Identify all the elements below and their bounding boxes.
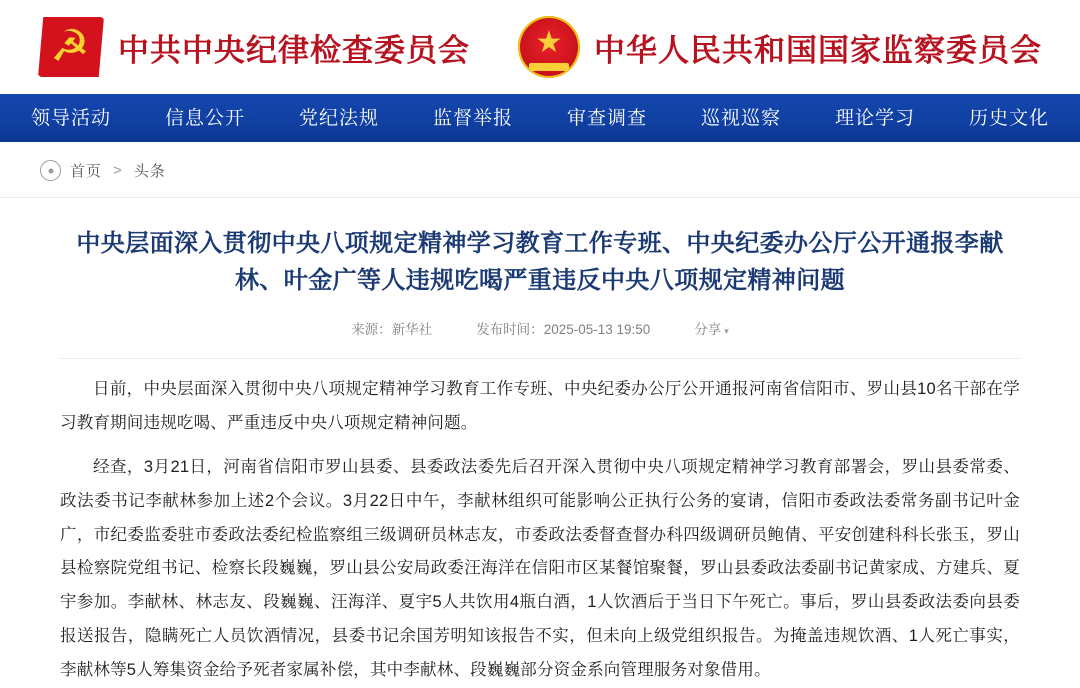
nav-item-history-culture[interactable]: 历史文化	[969, 107, 1050, 129]
brand-nsc[interactable]	[518, 16, 1042, 78]
article-source-label: 来源：	[351, 322, 392, 338]
page-title: 中央层面深入贯彻中央八项规定精神学习教育工作专班、中央纪委办公厅公开通报李献林、叶金广等人违规吃喝严重违反中央八项规定精神问题	[76, 228, 1004, 295]
masthead	[0, 0, 1080, 94]
article-source	[351, 318, 432, 338]
nsc-title: 中华人民共和国国家监察委员会	[594, 32, 1042, 69]
nav-item-review-investigation[interactable]: 审查调查	[567, 107, 648, 129]
breadcrumb-separator: >	[113, 162, 123, 179]
share-button[interactable]	[694, 318, 729, 338]
breadcrumb	[0, 142, 1080, 198]
location-pin-icon	[40, 160, 61, 181]
article-publish-label: 发布时间：	[476, 322, 544, 338]
article-source-value: 新华社	[391, 322, 433, 338]
share-label: 分享	[694, 322, 722, 338]
nav-item-supervision-reporting[interactable]: 监督举报	[432, 107, 513, 129]
article-paragraph: 经查，3月21日，河南省信阳市罗山县委、县委政法委先后召开深入贯彻中央八项规定精神学习教育部署会，罗山县委常委、政法委书记李献林参加上述2个会议。3月22日中午，李献林组织可能影响公正执行公务的宴请，信阳市委政法委常务副书记叶金广，市纪委监委驻市委政法委纪检监察组三级调研员林志友，市委政法委督查督办科四级调研员鲍倩、平安创建科科长张玉，罗山县检察院党组书记、检察长段巍巍，罗山县公安局政委汪海洋在信阳市区某餐馆聚餐，罗山县委政法委副书记黄家成、方建兵、夏宇参加。李献林、林志友、段巍巍、汪海洋、夏宇5人共饮用4瓶白酒，1人饮酒后于当日下午死亡。事后，罗山县委政法委向县委报送报告，隐瞒死亡人员饮酒情况，县委书记余国芳明知该报告不实，但未向上级党组织报告。为掩盖违规饮酒、1人死亡事实，李献林等5人筹集资金给予死者家属补偿，其中李献林、段巍巍部分资金系向管理服务对象借用。	[60, 458, 1020, 679]
chevron-down-icon: ▾	[724, 326, 729, 337]
breadcrumb-current[interactable]: 头条	[133, 163, 166, 180]
article-publish-time	[476, 318, 650, 338]
nav-item-party-regulations[interactable]: 党纪法规	[298, 107, 379, 129]
meta-divider	[60, 358, 1020, 359]
main-navigation	[0, 94, 1080, 142]
national-emblem-icon: ★	[518, 16, 580, 78]
nav-item-inspection[interactable]: 巡视巡察	[701, 107, 782, 129]
article-publish-value: 2025-05-13 19:50	[543, 322, 651, 338]
hammer-sickle-emblem-icon: ☭	[38, 17, 104, 77]
article	[0, 198, 1080, 688]
nav-item-theory-study[interactable]: 理论学习	[835, 107, 916, 129]
article-paragraph: 日前，中央层面深入贯彻中央八项规定精神学习教育工作专班、中央纪委办公厅公开通报河南省信阳市、罗山县10名干部在学习教育期间违规吃喝、严重违反中央八项规定精神问题。	[60, 380, 1020, 433]
brand-ccdi[interactable]	[38, 17, 470, 77]
article-meta	[60, 318, 1020, 352]
breadcrumb-home[interactable]: 首页	[70, 163, 103, 180]
ccdi-title: 中共中央纪律检查委员会	[118, 32, 470, 69]
nav-item-information-disclosure[interactable]: 信息公开	[164, 107, 245, 129]
nav-item-leadership[interactable]: 领导活动	[30, 107, 111, 129]
